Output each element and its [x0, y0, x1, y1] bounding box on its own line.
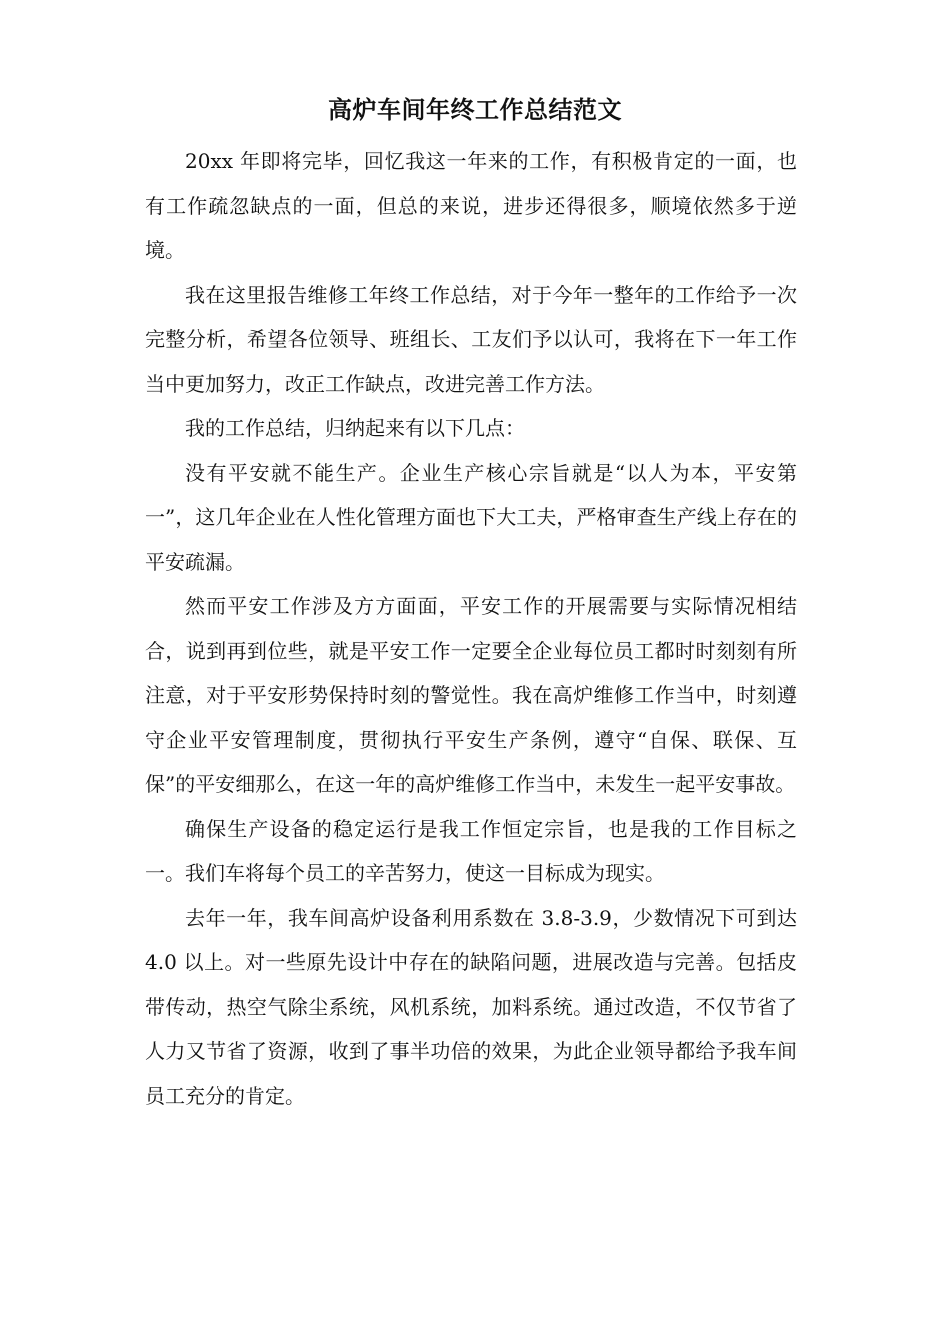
paragraph-improvements: 去年一年，我车间高炉设备利用系数在 3.8-3.9，少数情况下可到达 4.0 以上。对一些原先设计中存在的缺陷问题，进展改造与完善。包括皮带传动，热空气除尘系统，风机系统，加料系统。通过改造，不仅节省了人力又节省了资源，收到了事半功倍的效果，为此企业领导都给予我车间员工充分的肯定。 — [145, 905, 797, 1108]
paragraph-equipment-goal: 确保生产设备的稳定运行是我工作恒定宗旨，也是我的工作目标之一。我们车将每个员工的辛苦努力，使这一目标成为现实。 — [145, 816, 797, 885]
paragraph-safety-practice: 然而平安工作涉及方方面面，平安工作的开展需要与实际情况相结合，说到再到位些，就是平安工作一定要全企业每位员工都时时刻刻有所注意，对于平安形势保持时刻的警觉性。我在高炉维修工作当中，时刻遵守企业平安管理制度，贯彻执行平安生产条例，遵守“自保、联保、互保”的平安细那么，在这一年的高炉维修工作当中，未发生一起平安事故。 — [145, 594, 797, 796]
paragraph-intro: 20xx 年即将完毕，回忆我这一年来的工作，有积极肯定的一面，也有工作疏忽缺点的一面，但总的来说，进步还得很多，顺境依然多于逆境。 — [145, 149, 797, 262]
paragraph-safety: 没有平安就不能生产。企业生产核心宗旨就是“以人为本，平安第一”，这几年企业在人性化管理方面也下大工夫，严格审查生产线上存在的平安疏漏。 — [145, 460, 797, 574]
paragraph-report: 我在这里报告维修工年终工作总结，对于今年一整年的工作给予一次完整分析，希望各位领导、班组长、工友们予以认可，我将在下一年工作当中更加努力，改正工作缺点，改进完善工作方法。 — [145, 282, 797, 396]
document-body — [145, 139, 797, 1118]
paragraph-summary-heading: 我的工作总结，归纳起来有以下几点： — [185, 416, 525, 440]
document-title: 高炉车间年终工作总结范文 — [328, 96, 622, 124]
